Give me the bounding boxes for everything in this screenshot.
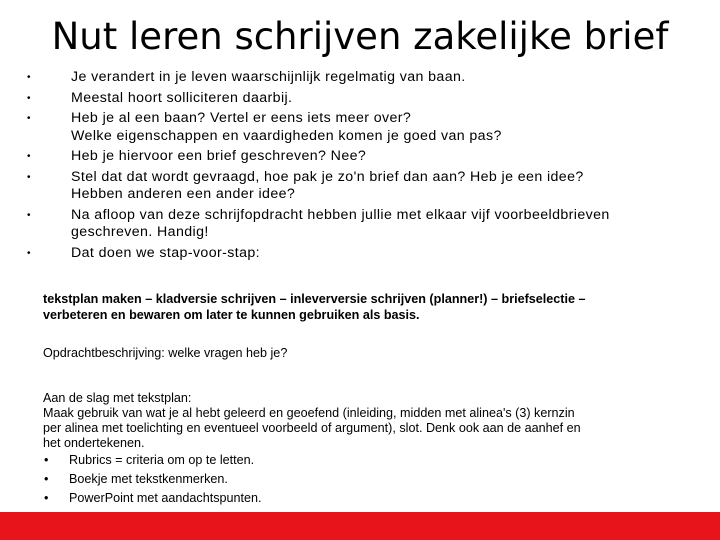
- list-item: [27, 69, 697, 87]
- bullet-text: Meestal hoort solliciteren daarbij.: [71, 89, 293, 106]
- bullet-text: Dat doen we stap-voor-stap:: [71, 244, 261, 261]
- bullet-text: Stel dat dat wordt gevraagd, hoe pak je zo'n brief dan aan? Heb je een idee? Hebben anderen een ander idee?: [71, 168, 584, 202]
- bullet-text: Heb je hiervoor een brief geschreven? Nee?: [71, 148, 367, 164]
- tekstplan-body: Maak gebruik van wat je al hebt geleerd en geoefend (inleiding, midden met alinea's (3) kernzin per alinea met toelichting en eventueel voorbeeld of argument), slot. Denk ook aan de aanhef en het ondertekenen.: [43, 406, 581, 450]
- bullet-icon: •: [44, 491, 49, 505]
- tool-text: PowerPoint met aandachtspunten.: [69, 491, 262, 505]
- bullet-icon: •: [27, 72, 31, 83]
- bullet-text: Je verandert in je leven waarschijnlijk regelmatig van baan.: [71, 69, 466, 85]
- steps-text: tekstplan maken – kladversie schrijven – inleverversie schrijven (planner!) – briefselectie – verbeteren en bewaren om later te kunnen gebruiken als basis.: [43, 292, 586, 322]
- tekstplan-section: [43, 390, 683, 508]
- tool-text: Boekje met tekstkenmerken.: [69, 472, 228, 486]
- bullet-icon: •: [27, 113, 31, 124]
- list-item: [43, 489, 683, 508]
- list-item: [27, 207, 697, 242]
- list-item: [43, 470, 683, 489]
- bullet-icon: •: [44, 453, 49, 467]
- intro-bullet-list: [27, 69, 697, 265]
- bullet-icon: •: [44, 472, 49, 486]
- bullet-text: Heb je al een baan? Vertel er eens iets meer over? Welke eigenschappen en vaardigheden komen je goed van pas?: [71, 110, 502, 144]
- list-item: [43, 451, 683, 470]
- list-item: [27, 245, 697, 263]
- footer-accent-bar: [0, 512, 720, 540]
- assignment-text: Opdrachtbeschrijving: welke vragen heb je?: [43, 346, 288, 360]
- bullet-icon: •: [27, 92, 31, 104]
- bullet-icon: •: [27, 151, 31, 162]
- tools-list: [43, 451, 683, 508]
- bullet-icon: •: [27, 247, 31, 259]
- tekstplan-heading: Aan de slag met tekstplan:: [43, 391, 192, 405]
- slide-title: Nut leren schrijven zakelijke brief: [51, 15, 669, 58]
- list-item: [27, 148, 697, 166]
- list-item: [27, 110, 697, 145]
- tool-text: Rubrics = criteria om op te letten.: [69, 453, 255, 467]
- bullet-icon: •: [27, 209, 31, 221]
- list-item: [27, 169, 697, 204]
- list-item: [27, 90, 697, 108]
- bullet-text: Na afloop van deze schrijfopdracht hebben jullie met elkaar vijf voorbeeldbrieven geschreven. Handig!: [71, 206, 610, 240]
- bullet-icon: •: [27, 171, 31, 183]
